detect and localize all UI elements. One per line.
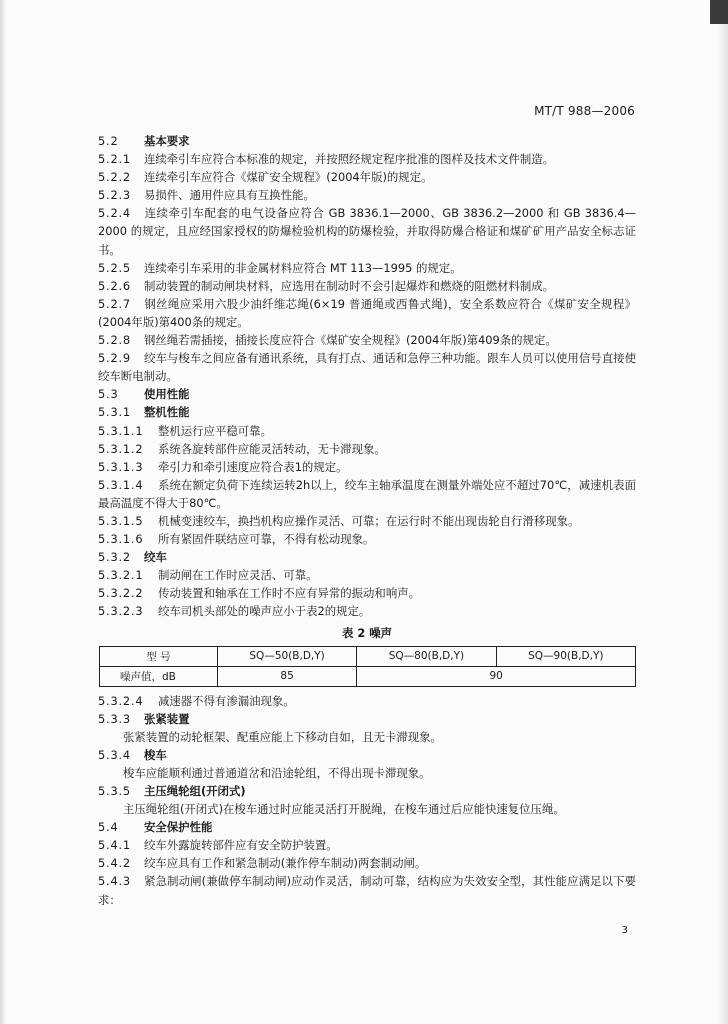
table-row [100, 666, 636, 686]
clause-line [98, 168, 636, 186]
clause-text: 制动闸在工作时应灵活、可靠。 [158, 568, 318, 583]
clause-text: 连续牵引车采用的非金属材料应符合 MT 113—1995 的规定。 [144, 260, 462, 275]
clause-text: 绞车与梭车之间应备有通讯系统，具有打点、通话和急停三种功能。跟车人员可以使用信号直接使绞车断电制动。 [98, 351, 636, 384]
clause-line [98, 277, 636, 295]
standard-code-header: MT/T 988—2006 [534, 104, 635, 118]
clause-number: 5.2.7 [98, 296, 131, 311]
document-body [98, 132, 636, 909]
clause-number: 5.3 [98, 387, 119, 402]
clause-number: 5.4.2 [98, 856, 131, 871]
table-cell-merged: 90 [357, 666, 636, 686]
clause-line [98, 548, 636, 566]
clause-heading: 主压绳轮组(开闭式) [144, 784, 246, 798]
clause-text: 连续牵引车配套的电气设备应符合 GB 3836.1—2000、GB 3836.2—2000 和 GB 3836.4—2000 的规定，且应经国家授权的防爆检验机构的防爆检验，并取得防爆合格证和煤矿矿用产品安全标志证书。 [98, 206, 636, 257]
clause-text: 连续牵引车应符合本标准的规定，并按照经规定程序批准的图样及技术文件制造。 [144, 152, 555, 167]
clause-line [98, 403, 636, 421]
clause-line [98, 385, 636, 403]
clause-line [98, 458, 636, 476]
clause-group [98, 818, 636, 872]
clause-text: 机械变速绞车，换挡机构应操作灵活、可靠；在运行时不能出现齿轮自行滑移现象。 [158, 513, 580, 528]
clause-5-3-5-body: 主压绳轮组(开闭式)在梭车通过时应能灵活打开脱绳，在梭车通过后应能快速复位压绳。 [123, 802, 565, 817]
clause-text: 制动装置的制动闸块材料，应选用在制动时不会引起爆炸和燃烧的阻燃材料制成。 [144, 278, 555, 293]
clause-line [98, 259, 636, 277]
table-header-row [100, 646, 636, 666]
clause-5-2-7 [98, 295, 636, 331]
clause-number: 5.2.8 [98, 333, 131, 348]
clause-number: 5.4 [98, 820, 119, 835]
clause-text: 紧急制动闸(兼做停车制动闸)应动作灵活，制动可靠，结构应为失效安全型，其性能应满足以下要求： [98, 874, 636, 907]
clause-group [98, 385, 636, 475]
clause-number: 5.3.1.2 [98, 441, 144, 456]
clause-text: 整机运行应平稳可靠。 [158, 423, 272, 438]
table-row-label: 噪声值，dB [100, 666, 218, 686]
clause-5-3-4 [98, 746, 636, 764]
clause-group [98, 512, 636, 621]
clause-number: 5.2.2 [98, 170, 131, 185]
clause-line [98, 440, 636, 458]
clause-line [98, 692, 636, 710]
clause-number: 5.2.4 [98, 206, 131, 221]
clause-heading: 使用性能 [144, 387, 190, 402]
clause-line [98, 132, 636, 150]
clause-5-2-8 [98, 331, 636, 349]
clause-number: 5.2.9 [98, 351, 131, 366]
noise-table [99, 646, 636, 687]
clause-number: 5.2.3 [98, 188, 131, 203]
clause-number: 5.2.5 [98, 260, 131, 275]
clause-heading: 基本要求 [144, 134, 190, 148]
clause-number: 5.2.6 [98, 278, 131, 293]
clause-number: 5.4.3 [98, 874, 131, 889]
clause-number: 5.4.1 [98, 838, 131, 853]
table-header-cell: SQ—50(B,D,Y) [217, 646, 356, 666]
clause-text: 减速器不得有渗漏油现象。 [158, 693, 295, 708]
clause-line [98, 150, 636, 168]
table-header-cell: SQ—80(B,D,Y) [357, 646, 496, 666]
clause-text: 所有紧固件联结应可靠，不得有松动现象。 [158, 532, 375, 547]
clause-text: 系统各旋转部件应能灵活转动，无卡滞现象。 [158, 441, 386, 456]
table-cell: 85 [217, 666, 356, 686]
clause-number: 5.3.5 [98, 784, 131, 798]
clause-number: 5.3.2.3 [98, 604, 144, 619]
clause-number: 5.3.1 [98, 405, 131, 420]
clause-text: 绞车司机头部处的噪声应小于表2的规定。 [158, 604, 371, 619]
clause-text: 连续牵引车应符合《煤矿安全规程》(2004年版)的规定。 [144, 170, 433, 185]
clause-5-3-5 [98, 782, 636, 800]
clause-number: 5.3.2.2 [98, 586, 144, 601]
clause-number: 5.3.4 [98, 747, 131, 762]
table-header-cell: SQ—90(B,D,Y) [496, 646, 635, 666]
clause-5-3-4-body: 梭车应能顺利通过普通道岔和沿途轮组，不得出现卡滞现象。 [123, 765, 431, 780]
clause-line [98, 566, 636, 584]
clause-number: 5.3.1.1 [98, 423, 144, 438]
clause-line [98, 186, 636, 204]
clause-line [98, 422, 636, 440]
scan-corner-mark [710, 0, 728, 24]
clause-number: 5.3.1.5 [98, 513, 144, 528]
clause-line [98, 512, 636, 530]
clause-number: 5.3.1.4 [98, 477, 144, 492]
page-number: 3 [621, 925, 628, 936]
clause-number: 5.3.2.1 [98, 568, 144, 583]
clause-number: 5.2.1 [98, 152, 131, 167]
clause-line [98, 854, 636, 872]
clause-5-4-3 [98, 872, 636, 908]
table-2-title: 表 2 噪声 [341, 625, 393, 640]
clause-line [98, 602, 636, 620]
clause-group [98, 692, 636, 728]
clause-text: 钢丝绳若需插接，插接长度应符合《煤矿安全规程》(2004年版)第409条的规定。 [144, 333, 557, 348]
clause-line [98, 530, 636, 548]
clause-text: 系统在额定负荷下连续运转2h以上，绞车主轴承温度在测量外端处应不超过70℃，减速机表面最高温度不得大于80℃。 [98, 477, 636, 510]
clause-group [98, 132, 636, 204]
scan-right-edge [718, 0, 728, 1024]
clause-heading: 张紧装置 [144, 711, 190, 726]
clause-number: 5.3.2 [98, 550, 131, 565]
clause-text: 牵引力和牵引速度应符合表1的规定。 [158, 459, 348, 474]
clause-number: 5.3.3 [98, 711, 131, 726]
clause-line [98, 710, 636, 728]
clause-line [98, 818, 636, 836]
clause-number: 5.3.2.4 [98, 693, 144, 708]
clause-number: 5.2 [98, 134, 119, 148]
clause-text: 绞车应具有工作和紧急制动(兼作停车制动)两套制动闸。 [144, 856, 427, 871]
clause-text: 绞车外露旋转部件应有安全防护装置。 [144, 838, 338, 853]
clause-heading: 整机性能 [144, 405, 190, 420]
clause-5-2-9 [98, 349, 636, 385]
clause-5-3-3-body: 张紧装置的动轮框架、配重应能上下移动自如，且无卡滞现象。 [123, 729, 442, 744]
clause-line [98, 836, 636, 854]
clause-5-2-4 [98, 204, 636, 258]
clause-5-3-1-4 [98, 476, 636, 512]
clause-line [98, 584, 636, 602]
scan-left-edge [0, 0, 6, 1024]
clause-text: 钢丝绳应采用六股少油纤维芯绳(6×19 普通绳或西鲁式绳)，安全系数应符合《煤矿安全规程》(2004年版)第400条的规定。 [98, 296, 636, 329]
table-header-cell: 型 号 [100, 646, 218, 666]
clause-number: 5.3.1.6 [98, 532, 144, 547]
clause-heading: 绞车 [144, 550, 167, 565]
clause-text: 易损件、通用件应具有互换性能。 [144, 188, 315, 203]
clause-heading: 安全保护性能 [144, 820, 213, 835]
clause-group [98, 259, 636, 295]
clause-text: 传动装置和轴承在工作时不应有异常的振动和响声。 [158, 586, 420, 601]
clause-heading: 梭车 [144, 747, 167, 762]
clause-number: 5.3.1.3 [98, 459, 144, 474]
